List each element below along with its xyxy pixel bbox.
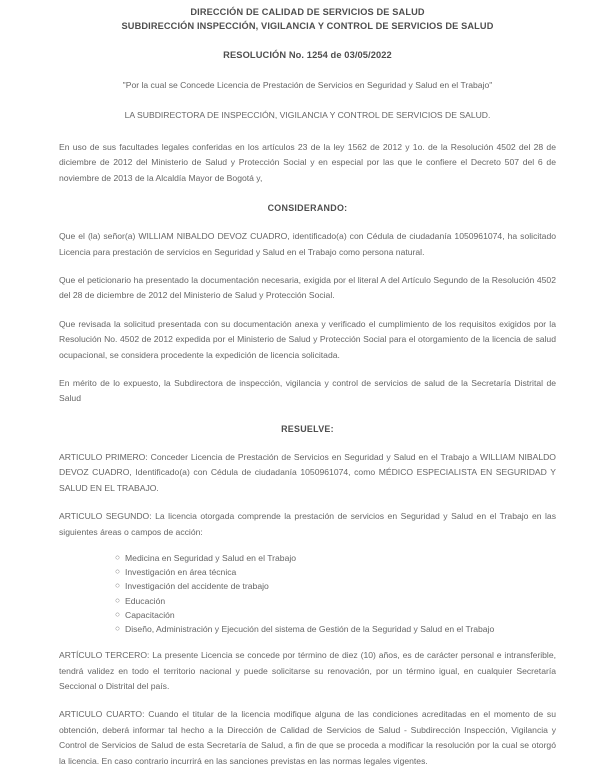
articulo-cuarto: ARTICULO CUARTO: Cuando el titular de la licencia modifique alguna de las condiciones acreditadas en el momento de su obtención, deberá informar tal hecho a la Dirección de Calidad de Servicios de Salud - Subdirección Inspección, Vigilancia y Control de Servicios de Salud de esta Secretaría de Salud, a fin de que se proceda a modificar la resolución por la cual se otorgó la licencia. En caso contrario incurrirá en las sanciones previstas en las normas legales vigentes. xyxy=(59,709,556,766)
articulo-segundo: ARTICULO SEGUNDO: La licencia otorgada comprende la prestación de servicios en Seguridad y Salud en el Trabajo en las siguientes áreas o campos de acción: xyxy=(59,511,556,537)
considerando-paragraph-2: Que el peticionario ha presentado la documentación necesaria, exigida por el literal A del Artículo Segundo de la Resolución 4502 del 28 de diciembre de 2012 del Ministerio de Salud y Protección Social. xyxy=(59,275,556,301)
header-line-subdireccion: SUBDIRECCIÓN INSPECCIÓN, VIGILANCIA Y CONTROL DE SERVICIOS DE SALUD xyxy=(121,21,494,31)
area-label: Capacitación xyxy=(125,609,175,620)
circle-bullet-icon: ○ xyxy=(115,595,120,605)
circle-bullet-icon: ○ xyxy=(115,567,120,577)
area-label: Investigación en área técnica xyxy=(125,567,237,578)
area-label: Educación xyxy=(125,595,166,606)
issuing-authority: LA SUBDIRECTORA DE INSPECCIÓN, VIGILANCIA Y CONTROL DE SERVICIOS DE SALUD. xyxy=(124,110,491,120)
list-item xyxy=(115,608,556,622)
resuelve-heading: RESUELVE: xyxy=(281,423,334,434)
area-label: Diseño, Administración y Ejecución del sistema de Gestión de la Seguridad y Salud en el Trabajo xyxy=(125,623,495,634)
considerando-paragraph-4: En mérito de lo expuesto, la Subdirectora de inspección, vigilancia y control de servicios de salud de la Secretaría Distrital de Salud xyxy=(59,378,556,404)
list-item xyxy=(115,551,556,565)
considerando-paragraph-3: Que revisada la solicitud presentada con su documentación anexa y verificado el cumplimiento de los requisitos exigidos por la Resolución No. 4502 de 2012 expedida por el Ministerio de Salud y Protección Social para el otorgamiento de la licencia de salud ocupacional, se considera procedente la expedición de licencia solicitada. xyxy=(59,318,556,360)
circle-bullet-icon: ○ xyxy=(115,581,120,591)
circle-bullet-icon: ○ xyxy=(115,609,120,619)
preamble-paragraph: En uso de sus facultades legales conferidas en los artículos 23 de la ley 1562 de 2012 y 1o. de la Resolución 4502 del 28 de diciembre de 2012 del Ministerio de Salud y Protección Social y en especial por las que le confiere el Decreto 507 del 6 de noviembre de 2013 de la Alcaldía Mayor de Bogotá y, xyxy=(59,142,556,183)
list-item xyxy=(115,622,556,636)
circle-bullet-icon: ○ xyxy=(115,552,120,562)
document-content xyxy=(59,0,556,769)
considerando-paragraph-1: Que el (la) señor(a) WILLIAM NIBALDO DEVOZ CUADRO, identificado(a) con Cédula de ciudadanía 1050961074, ha solicitado Licencia para prestación de servicios en Seguridad y Salud en el Trabajo como persona natural. xyxy=(59,231,556,257)
area-label: Investigación del accidente de trabajo xyxy=(125,581,269,592)
resolution-number: RESOLUCIÓN No. 1254 de 03/05/2022 xyxy=(223,50,392,60)
areas-list xyxy=(59,551,556,636)
area-label: Medicina en Seguridad y Salud en el Trabajo xyxy=(125,552,297,563)
articulo-primero: ARTICULO PRIMERO: Conceder Licencia de Prestación de Servicios en Seguridad y Salud en el Trabajo a WILLIAM NIBALDO DEVOZ CUADRO, Identificado(a) con Cédula de ciudadanía 1050961074, como MÉDICO ESPECIALISTA EN SEGURIDAD Y SALUD EN EL TRABAJO. xyxy=(59,451,556,493)
list-item xyxy=(115,579,556,593)
list-item xyxy=(115,565,556,579)
circle-bullet-icon: ○ xyxy=(115,623,120,633)
header-line-direccion: DIRECCIÓN DE CALIDAD DE SERVICIOS DE SALUD xyxy=(190,7,425,17)
list-item xyxy=(115,594,556,608)
document-header xyxy=(59,5,556,33)
articulo-tercero: ARTÍCULO TERCERO: La presente Licencia se concede por término de diez (10) años, es de carácter personal e intransferible, tendrá validez en todo el territorio nacional y puede solicitarse su renovación, por un término igual, en cualquier Secretaría Seccional o Distrital del país. xyxy=(59,650,556,691)
resolution-subtitle: "Por la cual se Concede Licencia de Prestación de Servicios en Seguridad y Salud en el Trabajo" xyxy=(122,80,493,90)
considerando-heading: CONSIDERANDO: xyxy=(267,203,348,214)
